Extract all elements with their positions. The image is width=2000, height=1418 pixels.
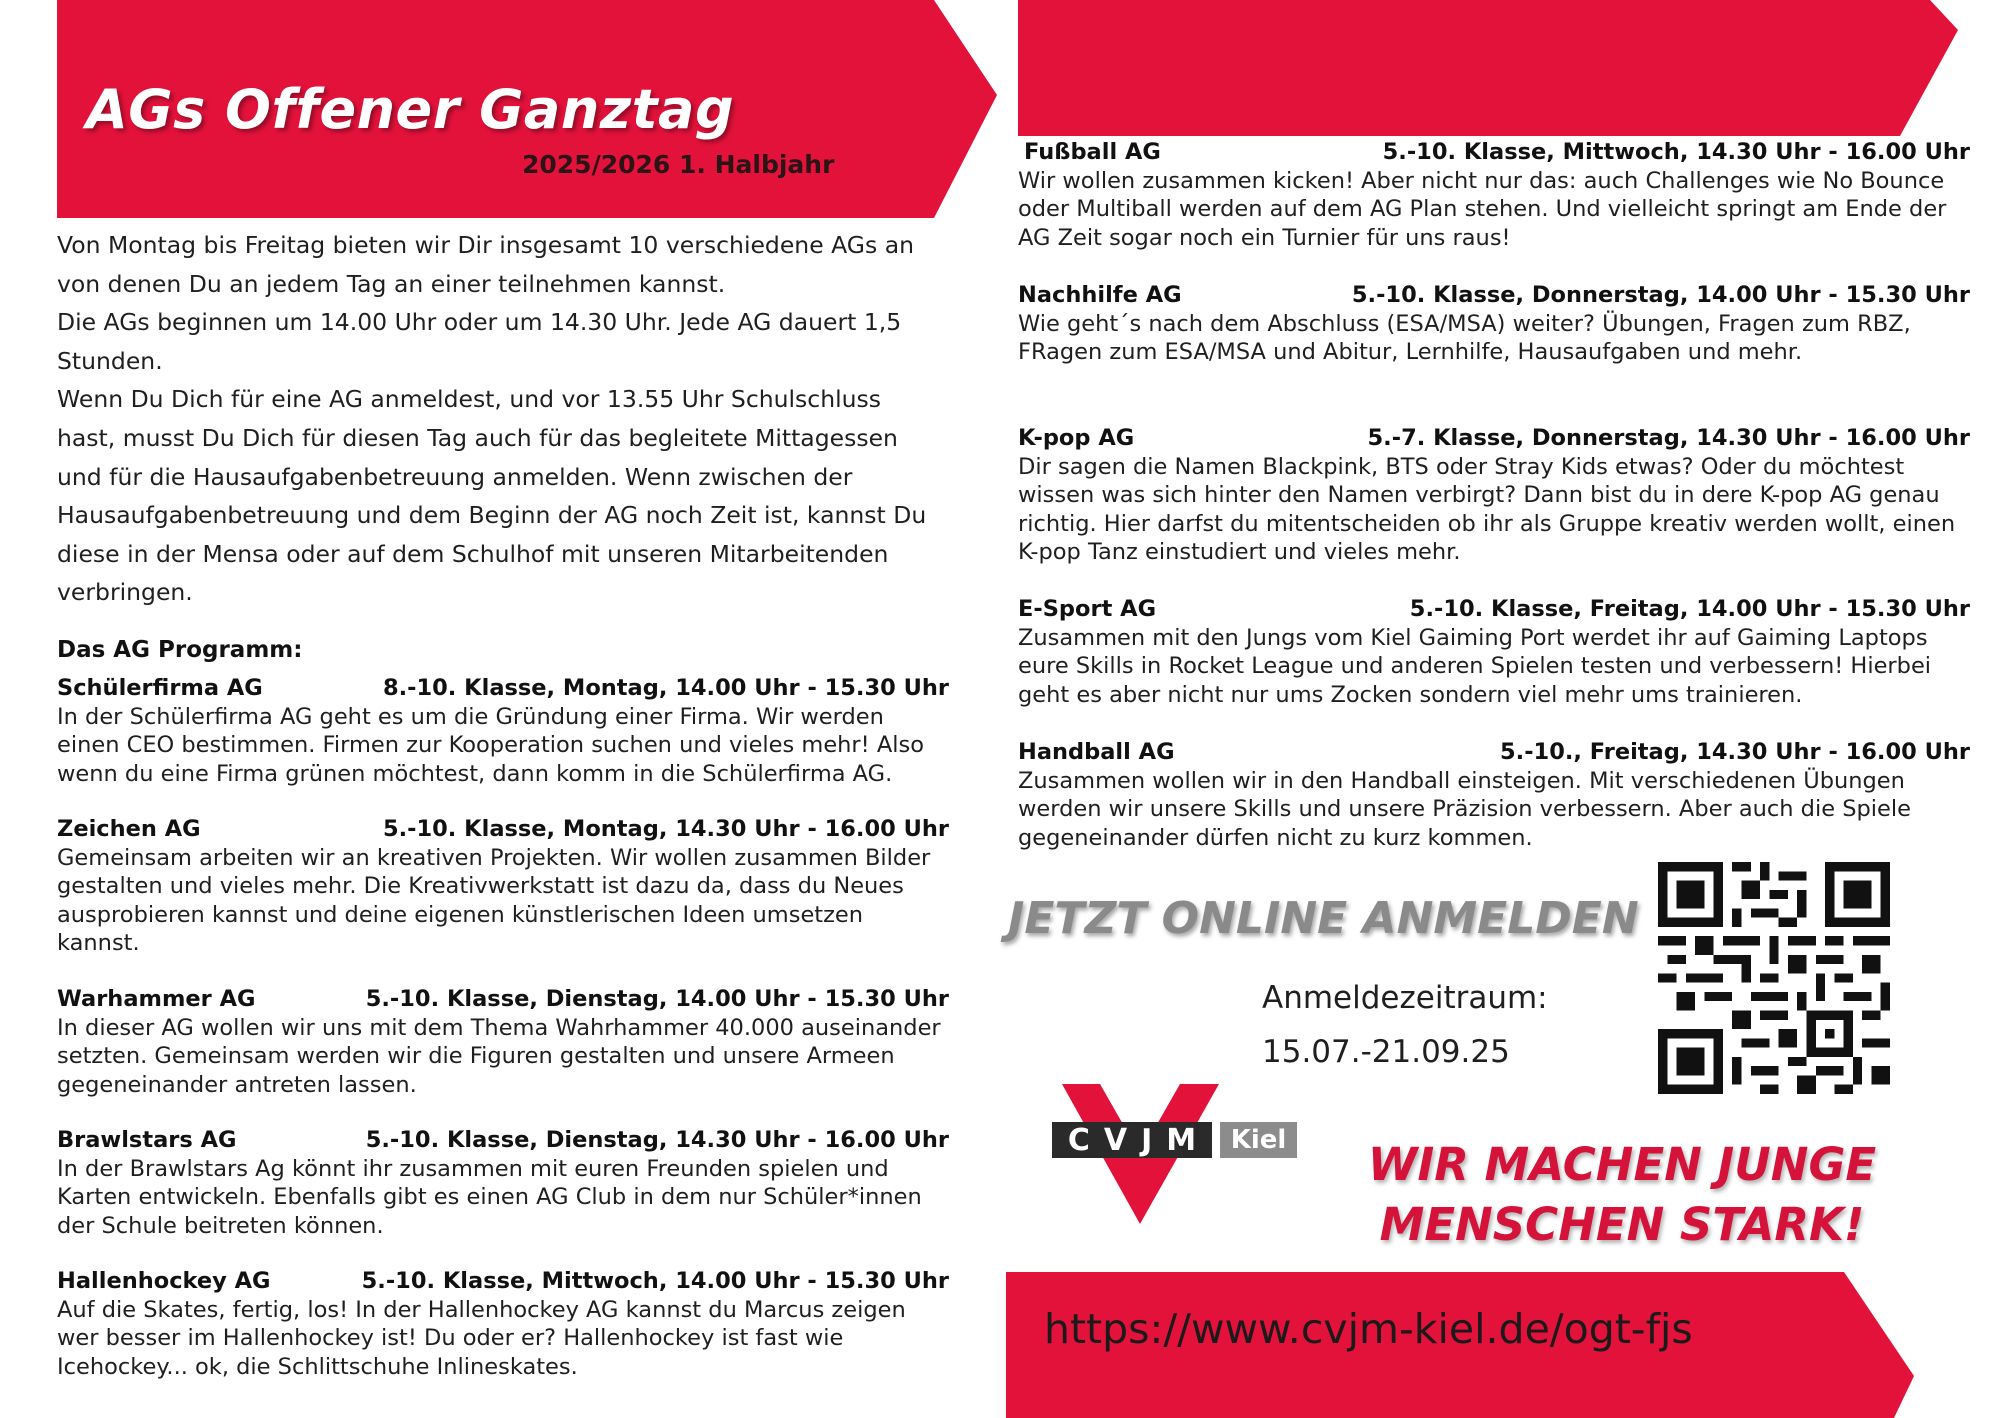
ag-block xyxy=(1018,595,1970,709)
cvjm-logo xyxy=(1052,1084,1298,1224)
ag-name: K-pop AG xyxy=(1018,425,1135,451)
ag-schedule: 5.-10. Klasse, Montag, 14.30 Uhr - 16.00 Uhr xyxy=(382,816,949,842)
ag-name: Handball AG xyxy=(1018,739,1175,765)
ag-schedule: 5.-10. Klasse, Freitag, 14.00 Uhr - 15.30 Uhr xyxy=(1409,596,1970,622)
page-title: AGs Offener Ganztag xyxy=(86,78,735,141)
ag-name: Fußball AG xyxy=(1024,139,1161,165)
ag-description: In der Brawlstars Ag könnt ihr zusammen mit euren Freunden spielen und Karten entwickeln. Ebenfalls gibt es einen AG Club in dem nur Schüler*innen der Schule beitreten können. xyxy=(57,1155,922,1239)
ag-description: Gemeinsam arbeiten wir an kreativen Projekten. Wir wollen zusammen Bilder gestalten und vieles mehr. Die Kreativwerkstatt ist dazu da, dass du Neues ausprobieren kannst und deine eigenen künstlerischen Ideen umsetzen kannst. xyxy=(57,844,931,957)
ag-block xyxy=(1018,281,1970,367)
registration-period xyxy=(1262,971,1548,1079)
ag-name: Nachhilfe AG xyxy=(1018,282,1182,308)
ag-name: Hallenhockey AG xyxy=(57,1268,271,1294)
ag-description: Dir sagen die Namen Blackpink, BTS oder Stray Kids etwas? Oder du möchtest wissen was sich hinter den Namen verbirgt? Dann bist du in dere K-pop AG genau richtig. Hier darfst du mitentscheiden ob ihr als Gruppe kreativ werden wollt, einen K-pop Tanz einstudiert und vieles mehr. xyxy=(1018,453,1956,566)
slogan-line: WIR MACHEN JUNGE xyxy=(1367,1138,1877,1191)
ag-name: Schülerfirma AG xyxy=(57,675,263,701)
ag-block xyxy=(57,1126,949,1240)
ag-block xyxy=(1018,138,1970,252)
right-top-banner xyxy=(1018,0,1958,136)
ag-name: Warhammer AG xyxy=(57,986,256,1012)
ag-description: In der Schülerfirma AG geht es um die Gründung einer Firma. Wir werden einen CEO bestimmen. Firmen zur Kooperation suchen und vieles mehr! Also wenn du eine Firma grünen möchtest, dann komm in die Schülerfirma AG. xyxy=(57,703,924,787)
ag-schedule: 5.-7. Klasse, Donnerstag, 14.30 Uhr - 16.00 Uhr xyxy=(1367,425,1970,451)
ag-description: Zusammen wollen wir in den Handball einsteigen. Mit verschiedenen Übungen werden wir unsere Skills und unsere Präzision verbessern. Aber auch die Spiele gegeneinander dürfen nicht zu kurz kommen. xyxy=(1018,767,1911,851)
ag-block xyxy=(57,1267,949,1381)
ag-description: Auf die Skates, fertig, los! In der Hallenhockey AG kannst du Marcus zeigen wer besser im Hallenhockey ist! Du oder er? Hallenhockey ist fast wie Icehockey... ok, die Schlittschuhe Inlineskates. xyxy=(57,1296,906,1380)
intro-paragraph: Von Montag bis Freitag bieten wir Dir insgesamt 10 verschiedene AGs an von denen Du an jedem Tag an einer teilnehmen kannst. xyxy=(57,231,915,298)
ag-schedule: 8.-10. Klasse, Montag, 14.00 Uhr - 15.30 Uhr xyxy=(382,675,949,701)
signup-link[interactable]: https://www.cvjm-kiel.de/ogt-fjs xyxy=(1044,1305,1693,1353)
ag-block xyxy=(57,674,949,788)
ag-name: E-Sport AG xyxy=(1018,596,1157,622)
period-label: Anmeldezeitraum: xyxy=(1262,980,1548,1016)
ag-schedule: 5.-10. Klasse, Mittwoch, 14.00 Uhr - 15.30 Uhr xyxy=(361,1268,949,1294)
ag-block xyxy=(1018,424,1970,567)
slogan-line: MENSCHEN STARK! xyxy=(1379,1198,1865,1251)
cvjm-letters: CVJM xyxy=(1067,1123,1211,1158)
ag-schedule: 5.-10. Klasse, Donnerstag, 14.00 Uhr - 15.30 Uhr xyxy=(1351,282,1970,308)
ag-name: Zeichen AG xyxy=(57,816,201,842)
ag-schedule: 5.-10. Klasse, Dienstag, 14.00 Uhr - 15.30 Uhr xyxy=(365,986,949,1012)
page-subtitle: 2025/2026 1. Halbjahr xyxy=(522,150,835,179)
qr-code-icon[interactable] xyxy=(1658,862,1890,1094)
ag-schedule: 5.-10. Klasse, Mittwoch, 14.30 Uhr - 16.00 Uhr xyxy=(1382,139,1970,165)
ag-name: Brawlstars AG xyxy=(57,1127,237,1153)
intro-paragraph: Die AGs beginnen um 14.00 Uhr oder um 14.30 Uhr. Jede AG dauert 1,5 Stunden. xyxy=(57,308,902,375)
ag-description: Zusammen mit den Jungs vom Kiel Gaiming Port werdet ihr auf Gaiming Laptops eure Skills in Rocket League und anderen Spielen testen und verbessern! Hierbei geht es aber nicht nur ums Zocken sondern viel mehr ums trainieren. xyxy=(1018,624,1932,708)
intro-paragraph: Wenn Du Dich für eine AG anmeldest, und vor 13.55 Uhr Schulschluss hast, musst Du Dich für diesen Tag auch für das begleitete Mittagessen und für die Hausaufgabenbetreuung anmelden. Wenn zwischen der Hausaufgabenbetreuung und dem Beginn der AG noch Zeit ist, kannst Du diese in der Mensa oder auf dem Schulhof mit unseren Mitarbeitenden verbringen. xyxy=(57,385,927,607)
ag-block xyxy=(57,985,949,1099)
ag-schedule: 5.-10., Freitag, 14.30 Uhr - 16.00 Uhr xyxy=(1500,739,1970,765)
ag-description: Wie geht´s nach dem Abschluss (ESA/MSA) weiter? Übungen, Fragen zum RBZ, FRagen zum ESA/MSA und Abitur, Lernhilfe, Hausaufgaben und mehr. xyxy=(1018,310,1911,366)
ag-description: In dieser AG wollen wir uns mit dem Thema Wahrhammer 40.000 auseinander setzten. Gemeinsam werden wir die Figuren gestalten und unsere Armeen gegeneinander antreten lassen. xyxy=(57,1014,941,1098)
intro-text xyxy=(57,226,937,612)
slogan xyxy=(1322,1135,1922,1255)
ag-description: Wir wollen zusammen kicken! Aber nicht nur das: auch Challenges wie No Bounce oder Multiball werden auf dem AG Plan stehen. Und vielleicht springt am Ende der AG Zeit sogar noch ein Turnier für uns raus! xyxy=(1018,167,1947,251)
ag-block xyxy=(1018,738,1970,852)
ag-block xyxy=(57,815,949,958)
ag-schedule: 5.-10. Klasse, Dienstag, 14.30 Uhr - 16.00 Uhr xyxy=(365,1127,949,1153)
cta-heading: JETZT ONLINE ANMELDEN xyxy=(1008,893,1639,944)
program-heading: Das AG Programm: xyxy=(57,637,303,663)
cvjm-city: Kiel xyxy=(1230,1125,1287,1155)
period-dates: 15.07.-21.09.25 xyxy=(1262,1034,1510,1070)
